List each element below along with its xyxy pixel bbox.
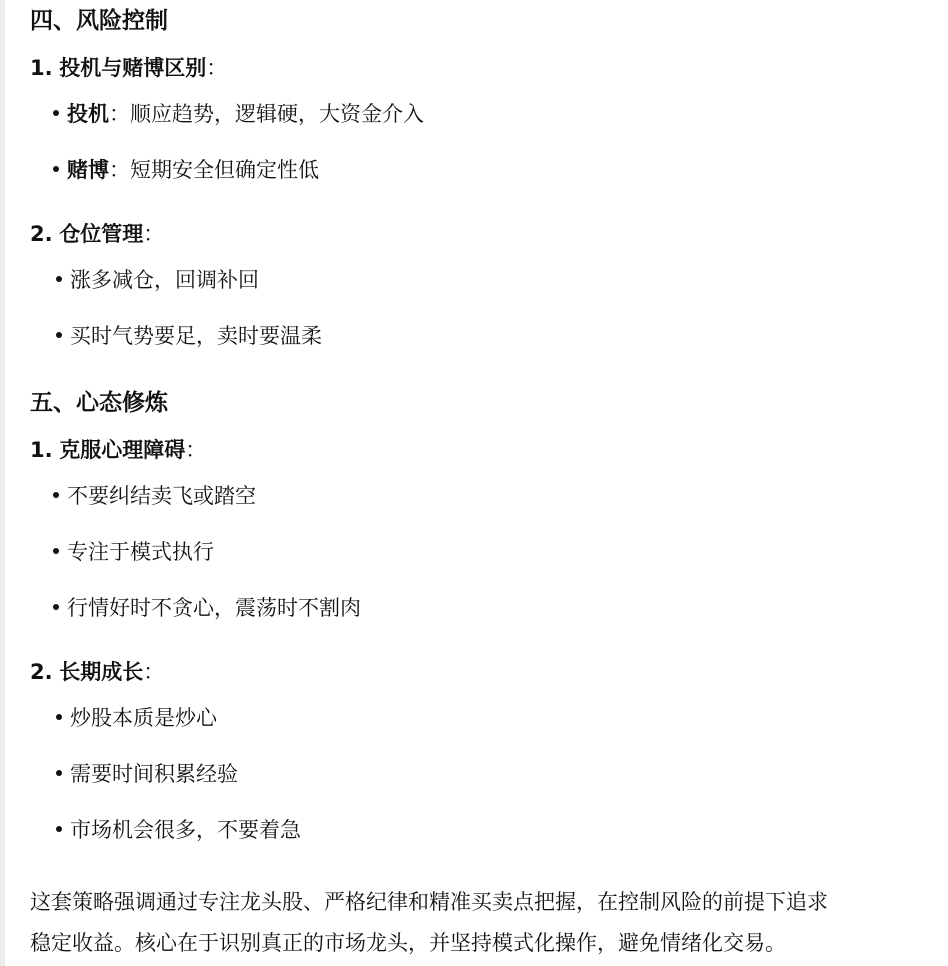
bullet-icon	[56, 276, 62, 282]
list-item-term: 投机	[67, 102, 109, 126]
subheading-long-term-growth	[30, 662, 164, 683]
subheading-number: 1.	[30, 438, 53, 462]
list-item-text: 不要纠结卖飞或踏空	[67, 484, 256, 508]
list-item	[53, 542, 214, 563]
section-heading-mindset: 五、心态修炼	[30, 390, 168, 416]
subheading-number: 2.	[30, 660, 53, 684]
bullet-icon	[53, 166, 59, 172]
bullet-icon	[53, 604, 59, 610]
subheading-title: 克服心理障碍	[59, 438, 186, 462]
list-item-text: 顺应趋势，逻辑硬，大资金介入	[130, 102, 424, 126]
list-item	[56, 270, 259, 291]
subheading-colon: ：	[143, 222, 165, 246]
bullet-icon	[53, 110, 59, 116]
list-item-text: 短期安全但确定性低	[130, 158, 319, 182]
bullet-icon	[56, 332, 62, 338]
list-item	[53, 104, 424, 125]
bullet-icon	[53, 492, 59, 498]
bullet-icon	[56, 770, 62, 776]
list-item	[56, 820, 301, 841]
summary-paragraph-line-2: 稳定收益。核心在于识别真正的市场龙头，并坚持模式化操作，避免情绪化交易。	[30, 931, 786, 955]
subheading-number: 1.	[30, 56, 53, 80]
bullet-icon	[56, 826, 62, 832]
list-item-term: 赌博	[67, 158, 109, 182]
list-item	[56, 326, 322, 347]
subheading-position-management	[30, 224, 164, 245]
subheading-speculation-vs-gambling	[30, 58, 227, 79]
subheading-colon: ：	[206, 56, 228, 80]
list-item-text: 买时气势要足，卖时要温柔	[70, 324, 322, 348]
list-item	[53, 486, 256, 507]
list-item-text: 涨多减仓，回调补回	[70, 268, 259, 292]
subheading-title: 投机与赌博区别	[59, 56, 207, 80]
list-item-separator: ：	[109, 102, 130, 126]
subheading-colon: ：	[143, 660, 165, 684]
subheading-title: 长期成长	[59, 660, 144, 684]
list-item-separator: ：	[109, 158, 130, 182]
subheading-number: 2.	[30, 222, 53, 246]
list-item	[56, 708, 217, 729]
section-heading-risk-control: 四、风险控制	[30, 8, 168, 34]
list-item-text: 需要时间积累经验	[70, 762, 238, 786]
bullet-icon	[56, 714, 62, 720]
list-item-text: 炒股本质是炒心	[70, 706, 217, 730]
list-item-text: 行情好时不贪心，震荡时不割肉	[67, 596, 361, 620]
subheading-overcome-barriers	[30, 440, 206, 461]
list-item	[56, 764, 238, 785]
list-item	[53, 160, 319, 181]
list-item-text: 市场机会很多，不要着急	[70, 818, 301, 842]
subheading-title: 仓位管理	[59, 222, 144, 246]
summary-paragraph-line-1: 这套策略强调通过专注龙头股、严格纪律和精准买卖点把握，在控制风险的前提下追求	[30, 890, 828, 914]
bullet-icon	[53, 548, 59, 554]
list-item-text: 专注于模式执行	[67, 540, 214, 564]
list-item	[53, 598, 361, 619]
subheading-colon: ：	[185, 438, 207, 462]
